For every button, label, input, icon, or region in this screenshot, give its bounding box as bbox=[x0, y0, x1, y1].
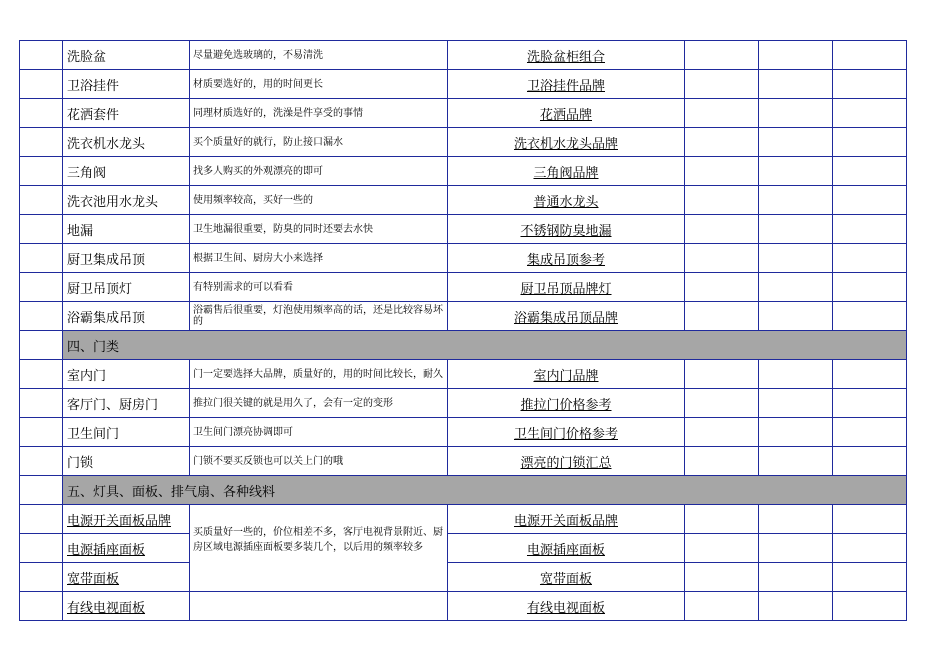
empty-cell bbox=[759, 505, 833, 534]
item-name: 门锁 bbox=[63, 447, 190, 476]
empty-cell bbox=[759, 273, 833, 302]
item-name: 三角阀 bbox=[63, 157, 190, 186]
empty-cell bbox=[685, 534, 759, 563]
item-link[interactable]: 宽带面板 bbox=[539, 571, 592, 587]
empty-cell bbox=[759, 70, 833, 99]
table-row bbox=[20, 99, 907, 128]
index-cell bbox=[20, 273, 63, 302]
item-link-cell bbox=[448, 186, 685, 215]
empty-cell bbox=[833, 505, 907, 534]
item-description: 有特别需求的可以看看 bbox=[190, 273, 448, 302]
section-header-row bbox=[20, 476, 907, 505]
index-cell bbox=[20, 70, 63, 99]
empty-cell bbox=[685, 505, 759, 534]
empty-cell bbox=[833, 534, 907, 563]
item-link[interactable]: 洗脸盆柜组合 bbox=[526, 49, 605, 65]
empty-cell bbox=[833, 447, 907, 476]
item-name-link[interactable]: 电源开关面板品牌 bbox=[67, 513, 172, 529]
empty-cell bbox=[759, 447, 833, 476]
empty-cell bbox=[759, 186, 833, 215]
item-link[interactable]: 厨卫吊顶品牌灯 bbox=[520, 281, 612, 297]
empty-cell bbox=[833, 592, 907, 621]
item-description: 门锁不要买反锁也可以关上门的哦 bbox=[190, 447, 448, 476]
item-name: 卫生间门 bbox=[63, 418, 190, 447]
item-name: 花洒套件 bbox=[63, 99, 190, 128]
item-link-cell bbox=[448, 534, 685, 563]
index-cell bbox=[20, 331, 63, 360]
empty-cell bbox=[833, 128, 907, 157]
empty-cell bbox=[759, 418, 833, 447]
item-description: 使用频率较高，买好一些的 bbox=[190, 186, 448, 215]
item-name: 客厅门、厨房门 bbox=[63, 389, 190, 418]
index-cell bbox=[20, 418, 63, 447]
empty-cell bbox=[685, 360, 759, 389]
table-row bbox=[20, 447, 907, 476]
item-description: 门一定要选择大品牌，质量好的，用的时间比较长，耐久 bbox=[190, 360, 448, 389]
empty-cell bbox=[759, 592, 833, 621]
table-row bbox=[20, 41, 907, 70]
item-name-link[interactable]: 宽带面板 bbox=[67, 571, 120, 587]
index-cell bbox=[20, 447, 63, 476]
item-description: 同理材质选好的，洗澡是件享受的事情 bbox=[190, 99, 448, 128]
item-description: 浴霸售后很重要，灯泡使用频率高的话，还是比较容易坏的 bbox=[190, 302, 448, 331]
item-link-cell bbox=[448, 244, 685, 273]
section-title: 五、灯具、面板、排气扇、各种线料 bbox=[63, 476, 907, 505]
empty-cell bbox=[685, 186, 759, 215]
table-row bbox=[20, 186, 907, 215]
section-title: 四、门类 bbox=[63, 331, 907, 360]
empty-cell bbox=[685, 70, 759, 99]
empty-cell bbox=[685, 447, 759, 476]
empty-cell bbox=[833, 418, 907, 447]
item-name-link[interactable]: 有线电视面板 bbox=[67, 600, 146, 616]
table-row bbox=[20, 302, 907, 331]
index-cell bbox=[20, 215, 63, 244]
item-link[interactable]: 花洒品牌 bbox=[539, 107, 592, 123]
empty-cell bbox=[759, 389, 833, 418]
index-cell bbox=[20, 563, 63, 592]
item-link[interactable]: 电源开关面板品牌 bbox=[513, 513, 618, 529]
empty-cell bbox=[685, 563, 759, 592]
table-row bbox=[20, 244, 907, 273]
empty-cell bbox=[685, 128, 759, 157]
empty-cell bbox=[685, 41, 759, 70]
item-description: 推拉门很关键的就是用久了，会有一定的变形 bbox=[190, 389, 448, 418]
item-link-cell bbox=[448, 302, 685, 331]
empty-cell bbox=[759, 534, 833, 563]
table-row bbox=[20, 563, 907, 592]
empty-cell bbox=[685, 244, 759, 273]
item-link-cell bbox=[448, 592, 685, 621]
item-name-cell bbox=[63, 563, 190, 592]
table-row bbox=[20, 273, 907, 302]
index-cell bbox=[20, 244, 63, 273]
index-cell bbox=[20, 389, 63, 418]
index-cell bbox=[20, 128, 63, 157]
empty-cell bbox=[685, 99, 759, 128]
table-row bbox=[20, 505, 907, 534]
empty-cell bbox=[833, 215, 907, 244]
item-link-cell bbox=[448, 215, 685, 244]
item-link[interactable]: 集成吊顶参考 bbox=[526, 252, 605, 268]
section-header-row bbox=[20, 331, 907, 360]
empty-cell bbox=[833, 157, 907, 186]
item-description: 找多人购买的外观漂亮的即可 bbox=[190, 157, 448, 186]
empty-cell bbox=[759, 128, 833, 157]
item-description bbox=[190, 592, 448, 621]
item-description: 卫生间门漂亮协调即可 bbox=[190, 418, 448, 447]
empty-cell bbox=[833, 273, 907, 302]
table-row bbox=[20, 360, 907, 389]
empty-cell bbox=[759, 215, 833, 244]
item-link[interactable]: 三角阀品牌 bbox=[533, 165, 599, 181]
empty-cell bbox=[759, 563, 833, 592]
item-name-cell bbox=[63, 534, 190, 563]
item-name: 地漏 bbox=[63, 215, 190, 244]
empty-cell bbox=[833, 186, 907, 215]
empty-cell bbox=[759, 244, 833, 273]
index-cell bbox=[20, 592, 63, 621]
item-link[interactable]: 有线电视面板 bbox=[526, 600, 605, 616]
item-name: 洗脸盆 bbox=[63, 41, 190, 70]
item-link[interactable]: 浴霸集成吊顶品牌 bbox=[513, 310, 618, 326]
table-row bbox=[20, 70, 907, 99]
table-row bbox=[20, 215, 907, 244]
index-cell bbox=[20, 157, 63, 186]
item-description: 根据卫生间、厨房大小来选择 bbox=[190, 244, 448, 273]
table-row bbox=[20, 534, 907, 563]
empty-cell bbox=[759, 360, 833, 389]
item-link-cell bbox=[448, 99, 685, 128]
table-row bbox=[20, 592, 907, 621]
item-name: 洗衣机水龙头 bbox=[63, 128, 190, 157]
empty-cell bbox=[759, 99, 833, 128]
empty-cell bbox=[833, 360, 907, 389]
item-name: 浴霸集成吊顶 bbox=[63, 302, 190, 331]
empty-cell bbox=[685, 215, 759, 244]
empty-cell bbox=[833, 563, 907, 592]
empty-cell bbox=[833, 244, 907, 273]
empty-cell bbox=[685, 273, 759, 302]
empty-cell bbox=[759, 157, 833, 186]
item-link[interactable]: 室内门品牌 bbox=[533, 368, 599, 384]
index-cell bbox=[20, 186, 63, 215]
empty-cell bbox=[685, 418, 759, 447]
index-cell bbox=[20, 302, 63, 331]
table-row bbox=[20, 418, 907, 447]
item-name: 卫浴挂件 bbox=[63, 70, 190, 99]
item-link[interactable]: 推拉门价格参考 bbox=[520, 397, 612, 413]
item-link-cell bbox=[448, 418, 685, 447]
item-description: 买质量好一些的，价位相差不多，客厅电视背景附近、厨房区域电源插座面板要多装几个，以后用的频率较多 bbox=[190, 505, 448, 592]
table-row bbox=[20, 389, 907, 418]
index-cell bbox=[20, 534, 63, 563]
empty-cell bbox=[833, 70, 907, 99]
item-link-cell bbox=[448, 505, 685, 534]
index-cell bbox=[20, 360, 63, 389]
item-description: 尽量避免选玻璃的，不易清洗 bbox=[190, 41, 448, 70]
item-name: 厨卫吊顶灯 bbox=[63, 273, 190, 302]
item-description: 买个质量好的就行，防止接口漏水 bbox=[190, 128, 448, 157]
item-link-cell bbox=[448, 157, 685, 186]
empty-cell bbox=[833, 302, 907, 331]
empty-cell bbox=[685, 389, 759, 418]
item-link[interactable]: 卫生间门价格参考 bbox=[513, 426, 618, 442]
decoration-checklist-table bbox=[19, 40, 907, 621]
index-cell bbox=[20, 476, 63, 505]
item-description: 材质要选好的，用的时间更长 bbox=[190, 70, 448, 99]
item-name-cell bbox=[63, 592, 190, 621]
item-name: 室内门 bbox=[63, 360, 190, 389]
item-link[interactable]: 电源插座面板 bbox=[526, 542, 605, 558]
table-row bbox=[20, 128, 907, 157]
item-link[interactable]: 不锈钢防臭地漏 bbox=[520, 223, 612, 239]
item-link[interactable]: 漂亮的门锁汇总 bbox=[520, 455, 612, 471]
item-link-cell bbox=[448, 128, 685, 157]
empty-cell bbox=[759, 302, 833, 331]
item-link[interactable]: 普通水龙头 bbox=[533, 194, 599, 210]
item-link-cell bbox=[448, 563, 685, 592]
empty-cell bbox=[685, 302, 759, 331]
empty-cell bbox=[833, 389, 907, 418]
item-link-cell bbox=[448, 360, 685, 389]
item-name: 洗衣池用水龙头 bbox=[63, 186, 190, 215]
item-description: 卫生地漏很重要，防臭的同时还要去水快 bbox=[190, 215, 448, 244]
index-cell bbox=[20, 99, 63, 128]
table-row bbox=[20, 157, 907, 186]
empty-cell bbox=[759, 41, 833, 70]
index-cell bbox=[20, 41, 63, 70]
empty-cell bbox=[685, 157, 759, 186]
item-name: 厨卫集成吊顶 bbox=[63, 244, 190, 273]
item-link-cell bbox=[448, 41, 685, 70]
item-link[interactable]: 洗衣机水龙头品牌 bbox=[513, 136, 618, 152]
empty-cell bbox=[833, 41, 907, 70]
item-name-cell bbox=[63, 505, 190, 534]
empty-cell bbox=[833, 99, 907, 128]
item-name-link[interactable]: 电源插座面板 bbox=[67, 542, 146, 558]
item-link[interactable]: 卫浴挂件品牌 bbox=[526, 78, 605, 94]
index-cell bbox=[20, 505, 63, 534]
item-link-cell bbox=[448, 273, 685, 302]
item-link-cell bbox=[448, 447, 685, 476]
item-link-cell bbox=[448, 389, 685, 418]
empty-cell bbox=[685, 592, 759, 621]
item-link-cell bbox=[448, 70, 685, 99]
